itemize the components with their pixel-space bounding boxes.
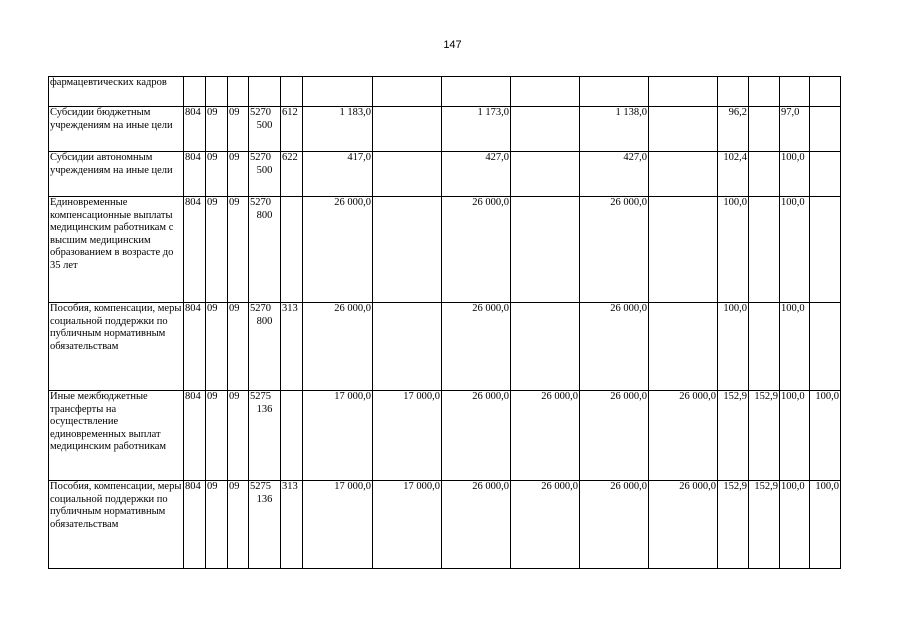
amount-cell <box>373 152 442 197</box>
vr-code <box>281 77 303 107</box>
csr-code-part2: 136 <box>256 403 273 415</box>
percent-cell: 100,0 <box>718 303 749 391</box>
percent-cell <box>810 197 841 303</box>
amount-cell <box>373 77 442 107</box>
percent-cell <box>718 77 749 107</box>
table-row <box>49 197 841 303</box>
rz-code: 09 <box>206 391 228 481</box>
amount-cell: 1 138,0 <box>580 107 649 152</box>
vr-code <box>281 391 303 481</box>
amount-cell: 17 000,0 <box>373 391 442 481</box>
pr-code: 09 <box>228 481 249 569</box>
csr-code <box>249 303 281 391</box>
amount-cell: 1 183,0 <box>303 107 373 152</box>
amount-cell: 26 000,0 <box>511 391 580 481</box>
vr-code: 313 <box>281 303 303 391</box>
csr-code-part1: 5270 <box>250 197 271 208</box>
amount-cell <box>511 152 580 197</box>
row-name: Субсидии автономным учреждениям на иные цели <box>49 152 184 197</box>
csr-code-part1: 5275 <box>250 481 271 492</box>
amount-cell: 26 000,0 <box>580 391 649 481</box>
amount-cell <box>373 107 442 152</box>
percent-cell <box>749 303 780 391</box>
percent-cell: 100,0 <box>718 197 749 303</box>
rz-code <box>206 77 228 107</box>
percent-cell: 97,0 <box>780 107 810 152</box>
ved-code <box>184 77 206 107</box>
percent-cell <box>810 152 841 197</box>
rz-code: 09 <box>206 107 228 152</box>
amount-cell: 17 000,0 <box>303 391 373 481</box>
amount-cell: 427,0 <box>442 152 511 197</box>
amount-cell: 26 000,0 <box>580 303 649 391</box>
rz-code: 09 <box>206 481 228 569</box>
csr-code-part2: 800 <box>256 209 273 221</box>
csr-code <box>249 197 281 303</box>
csr-code <box>249 107 281 152</box>
amount-cell <box>373 303 442 391</box>
row-name: Субсидии бюджетным учреждениям на иные цели <box>49 107 184 152</box>
percent-cell <box>780 77 810 107</box>
ved-code: 804 <box>184 152 206 197</box>
amount-cell <box>649 303 718 391</box>
amount-cell: 1 173,0 <box>442 107 511 152</box>
csr-code-part2: 136 <box>256 493 273 505</box>
amount-cell: 26 000,0 <box>303 303 373 391</box>
csr-code-part1: 5270 <box>250 152 271 163</box>
amount-cell: 26 000,0 <box>442 391 511 481</box>
amount-cell <box>649 107 718 152</box>
percent-cell: 152,9 <box>718 481 749 569</box>
percent-cell: 102,4 <box>718 152 749 197</box>
vr-code: 622 <box>281 152 303 197</box>
percent-cell: 100,0 <box>810 391 841 481</box>
csr-code <box>249 152 281 197</box>
percent-cell: 100,0 <box>780 197 810 303</box>
rz-code: 09 <box>206 303 228 391</box>
budget-table <box>48 76 841 569</box>
csr-code <box>249 481 281 569</box>
percent-cell: 100,0 <box>780 303 810 391</box>
csr-code-part1: 5275 <box>250 391 271 402</box>
row-name: Иные межбюджетные трансферты на осуществление единовременных выплат медицинским работникам <box>49 391 184 481</box>
amount-cell: 26 000,0 <box>580 197 649 303</box>
amount-cell: 17 000,0 <box>303 481 373 569</box>
amount-cell <box>373 197 442 303</box>
table-row <box>49 152 841 197</box>
pr-code: 09 <box>228 303 249 391</box>
percent-cell: 100,0 <box>780 152 810 197</box>
percent-cell: 100,0 <box>780 481 810 569</box>
amount-cell <box>511 197 580 303</box>
amount-cell: 17 000,0 <box>373 481 442 569</box>
csr-code-part2: 500 <box>256 164 273 176</box>
amount-cell: 26 000,0 <box>442 303 511 391</box>
vr-code: 612 <box>281 107 303 152</box>
percent-cell <box>810 107 841 152</box>
amount-cell <box>649 152 718 197</box>
vr-code: 313 <box>281 481 303 569</box>
amount-cell <box>511 77 580 107</box>
ved-code: 804 <box>184 107 206 152</box>
ved-code: 804 <box>184 481 206 569</box>
amount-cell: 26 000,0 <box>511 481 580 569</box>
row-name: Пособия, компенсации, меры социальной поддержки по публичным нормативным обязательствам <box>49 303 184 391</box>
amount-cell <box>511 107 580 152</box>
ved-code: 804 <box>184 391 206 481</box>
table-row <box>49 391 841 481</box>
vr-code <box>281 197 303 303</box>
csr-code-part1: 5270 <box>250 303 271 314</box>
percent-cell: 152,9 <box>749 481 780 569</box>
percent-cell <box>749 77 780 107</box>
ved-code: 804 <box>184 303 206 391</box>
percent-cell: 96,2 <box>718 107 749 152</box>
amount-cell: 26 000,0 <box>649 481 718 569</box>
table-row <box>49 77 841 107</box>
percent-cell <box>749 152 780 197</box>
amount-cell: 26 000,0 <box>303 197 373 303</box>
amount-cell: 26 000,0 <box>442 481 511 569</box>
amount-cell: 427,0 <box>580 152 649 197</box>
pr-code <box>228 77 249 107</box>
table-row <box>49 107 841 152</box>
percent-cell <box>749 197 780 303</box>
csr-code <box>249 391 281 481</box>
row-name: Единовременные компенсационные выплаты медицинским работникам с высшим медицинским образованием в возрасте до 35 лет <box>49 197 184 303</box>
pr-code: 09 <box>228 107 249 152</box>
percent-cell <box>749 107 780 152</box>
amount-cell <box>511 303 580 391</box>
amount-cell <box>649 77 718 107</box>
rz-code: 09 <box>206 197 228 303</box>
rz-code: 09 <box>206 152 228 197</box>
amount-cell <box>580 77 649 107</box>
pr-code: 09 <box>228 391 249 481</box>
amount-cell <box>649 197 718 303</box>
pr-code: 09 <box>228 152 249 197</box>
csr-code-part2: 800 <box>256 315 273 327</box>
csr-code <box>249 77 281 107</box>
page-number: 147 <box>443 39 462 51</box>
percent-cell <box>810 303 841 391</box>
amount-cell: 26 000,0 <box>649 391 718 481</box>
csr-code-part1: 5270 <box>250 107 271 118</box>
amount-cell: 26 000,0 <box>442 197 511 303</box>
percent-cell <box>810 77 841 107</box>
row-name: Пособия, компенсации, меры социальной поддержки по публичным нормативным обязательствам <box>49 481 184 569</box>
percent-cell: 152,9 <box>718 391 749 481</box>
amount-cell: 26 000,0 <box>580 481 649 569</box>
row-name: фармацевтических кадров <box>49 77 184 107</box>
amount-cell: 417,0 <box>303 152 373 197</box>
ved-code: 804 <box>184 197 206 303</box>
percent-cell: 152,9 <box>749 391 780 481</box>
percent-cell: 100,0 <box>810 481 841 569</box>
pr-code: 09 <box>228 197 249 303</box>
amount-cell <box>303 77 373 107</box>
table-row <box>49 303 841 391</box>
percent-cell: 100,0 <box>780 391 810 481</box>
csr-code-part2: 500 <box>256 119 273 131</box>
amount-cell <box>442 77 511 107</box>
table-row <box>49 481 841 569</box>
